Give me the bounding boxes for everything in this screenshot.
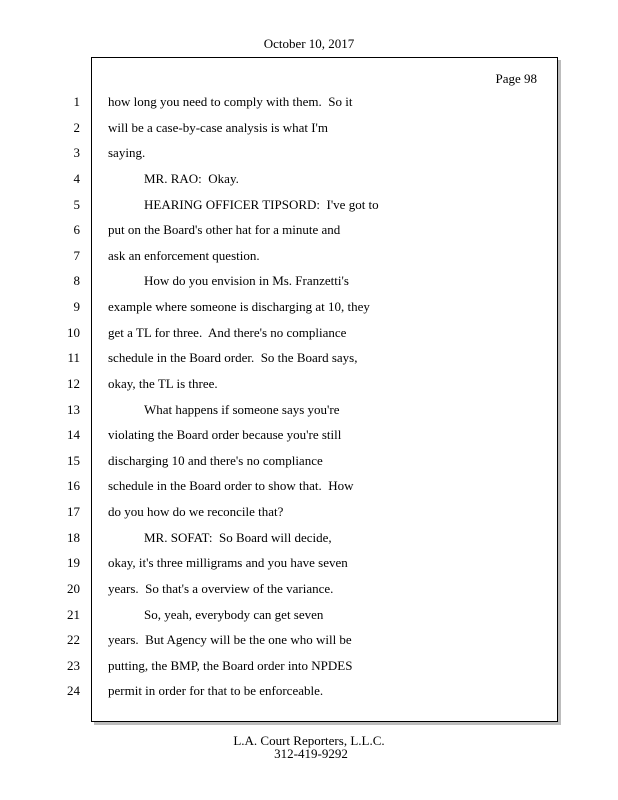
line-number: 3 <box>73 145 80 160</box>
line-number: 21 <box>67 607 80 622</box>
line-number: 15 <box>67 453 80 468</box>
line-number: 8 <box>73 273 80 288</box>
transcript-line-text: discharging 10 and there's no compliance <box>108 453 323 468</box>
footer-phone: 312-419-9292 <box>274 746 348 761</box>
transcript-line-text: MR. SOFAT: So Board will decide, <box>144 530 332 545</box>
line-number: 20 <box>67 581 80 596</box>
line-number: 23 <box>67 658 80 673</box>
transcript-line-text: saying. <box>108 145 146 160</box>
page-number: Page 98 <box>495 71 537 86</box>
transcript-line-text: okay, it's three milligrams and you have seven <box>108 555 348 570</box>
line-number: 13 <box>67 402 80 417</box>
header-date: October 10, 2017 <box>263 36 355 51</box>
transcript-line-text: What happens if someone says you're <box>144 402 340 417</box>
transcript-line-text: will be a case-by-case analysis is what I'm <box>108 120 329 135</box>
line-number: 14 <box>67 427 80 442</box>
transcript-line-text: put on the Board's other hat for a minute and <box>108 222 341 237</box>
line-number: 9 <box>73 299 80 314</box>
transcript-line-text: violating the Board order because you're still <box>108 427 342 442</box>
line-number: 17 <box>67 504 80 519</box>
line-number: 4 <box>73 171 80 186</box>
line-number: 18 <box>67 530 80 545</box>
line-number: 7 <box>73 248 80 263</box>
transcript-line-text: permit in order for that to be enforceable. <box>108 683 324 698</box>
transcript-line-text: years. But Agency will be the one who will be <box>108 632 352 647</box>
line-number: 1 <box>73 94 80 109</box>
transcript-line-text: years. So that's a overview of the variance. <box>108 581 334 596</box>
transcript-line-text: do you how do we reconcile that? <box>108 504 284 519</box>
line-number: 22 <box>67 632 80 647</box>
line-number: 5 <box>73 197 80 212</box>
transcript-line-text: okay, the TL is three. <box>108 376 218 391</box>
line-number: 2 <box>73 120 80 135</box>
line-number: 19 <box>67 555 80 570</box>
line-number: 11 <box>67 350 80 365</box>
transcript-line-text: ask an enforcement question. <box>108 248 260 263</box>
line-number: 12 <box>67 376 80 391</box>
transcript-line-text: So, yeah, everybody can get seven <box>144 607 324 622</box>
transcript-line-text: schedule in the Board order. So the Board says, <box>108 350 358 365</box>
transcript-line-text: schedule in the Board order to show that. How <box>108 478 354 493</box>
transcript-line-text: MR. RAO: Okay. <box>144 171 239 186</box>
transcript-line-text: putting, the BMP, the Board order into NPDES <box>108 658 353 673</box>
transcript-line-text: get a TL for three. And there's no compliance <box>108 325 347 340</box>
transcript-line-text: How do you envision in Ms. Franzetti's <box>144 273 349 288</box>
transcript-line-text: how long you need to comply with them. So it <box>108 94 353 109</box>
footer-company: L.A. Court Reporters, L.L.C. <box>233 733 385 748</box>
transcript-line-text: HEARING OFFICER TIPSORD: I've got to <box>144 197 379 212</box>
line-number: 24 <box>67 683 80 698</box>
line-number: 6 <box>73 222 80 237</box>
line-number: 10 <box>67 325 80 340</box>
line-number: 16 <box>67 478 80 493</box>
transcript-line-text: example where someone is discharging at 10, they <box>108 299 370 314</box>
